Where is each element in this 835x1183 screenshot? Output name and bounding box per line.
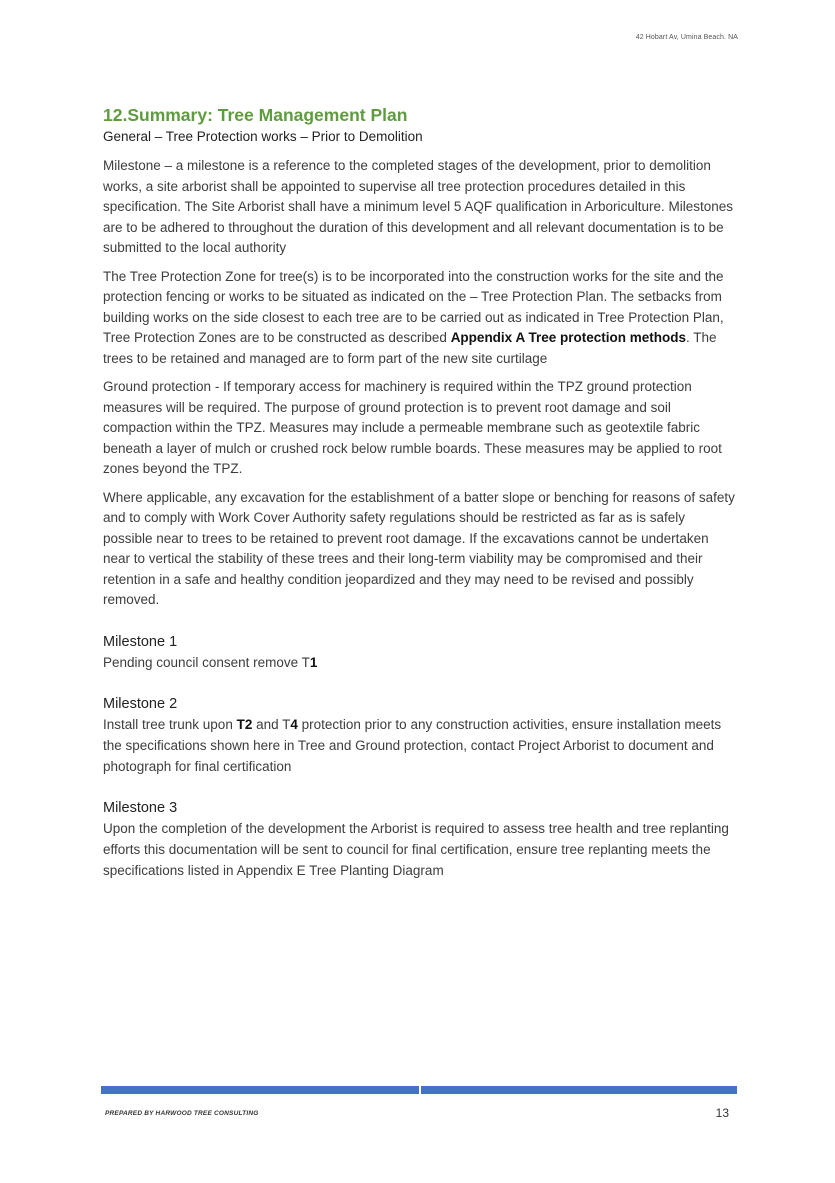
tpz-text-after: . The trees to be retained and managed are to form part of the new site curtilage bbox=[103, 330, 717, 366]
milestone-2-tree-t2: T2 bbox=[236, 716, 253, 732]
footer-prepared-by: PREPARED BY HARWOOD TREE CONSULTING bbox=[105, 1110, 259, 1117]
section-title: 12.Summary: Tree Management Plan bbox=[103, 105, 408, 125]
paragraph-excavation: Where applicable, any excavation for the establishment of a batter slope or benching for reasons of safety and to comply with Work Cover Authority safety regulations should be restricted as far as is safely possible near to trees to be retained to prevent root damage. If the excavations cannot be undertaken near to vertical the stability of these trees and their long-term viability may be compromised and their retention in a safe and healthy condition jeopardized and they may need to be revised and possibly removed. bbox=[103, 489, 735, 607]
milestone-1-text bbox=[103, 652, 737, 673]
milestone-3-text: Upon the completion of the development the Arborist is required to assess tree health and tree replanting efforts this documentation will be sent to council for final certification, ensure tree replanting meets the specifications listed in Appendix E Tree Planting Diagram bbox=[103, 820, 729, 878]
milestone-2-text-part2: and T bbox=[252, 716, 291, 732]
milestone-2-text-part3: protection prior to any construction activities, ensure installation meets the specifications shown here in Tree and Ground protection, contact Project Arborist to document and photograph for final certification bbox=[103, 716, 722, 774]
section-subtitle: General – Tree Protection works – Prior to Demolition bbox=[103, 129, 423, 144]
milestone-2-heading: Milestone 2 bbox=[103, 695, 178, 712]
paragraph-tpz bbox=[103, 267, 737, 370]
page-number: 13 bbox=[715, 1106, 729, 1120]
milestone-1-heading: Milestone 1 bbox=[103, 633, 178, 650]
milestone-3-heading: Milestone 3 bbox=[103, 799, 178, 816]
footer-bar-separator bbox=[419, 1086, 421, 1094]
milestone-2-text-part1: Install tree trunk upon bbox=[103, 716, 237, 732]
header-address: 42 Hobart Av, Umina Beach. NA bbox=[635, 34, 738, 41]
appendix-a-reference: Appendix A Tree protection methods bbox=[450, 330, 686, 345]
milestone-2-text bbox=[103, 714, 737, 777]
paragraph-ground-protection: Ground protection - If temporary access for machinery is required within the TPZ ground protection measures will be required. The purpose of ground protection is to prevent root damage and soil compaction within the TPZ. Measures may include a permeable membrane such as geotextile fabric beneath a layer of mulch or crushed rock below rumble boards. These measures may be applied to root zones beyond the TPZ. bbox=[103, 379, 722, 476]
milestone-1-text-main: Pending council consent remove T bbox=[103, 654, 310, 670]
milestone-2-tree-t4: 4 bbox=[290, 716, 298, 732]
tpz-text-before: The Tree Protection Zone for tree(s) is to be incorporated into the construction works for the site and the protection fencing or works to be situated as indicated on the – Tree Protection Plan. The setbacks from building works on the side closest to each tree are to be carried out as indicated in Tree Protection Plan, Tree Protection Zones are to be constructed as described bbox=[103, 268, 724, 345]
document-body bbox=[103, 104, 737, 881]
milestone-1-tree-id: 1 bbox=[309, 654, 318, 670]
paragraph-milestone-intro: Milestone – a milestone is a reference to the completed stages of the development, prior to demolition works, a site arborist shall be appointed to supervise all tree protection procedures detailed in this specification. The Site Arborist shall have a minimum level 5 AQF qualification in Arboriculture. Milestones are to be adhered to throughout the duration of this development and all relevant documentation is to be submitted to the local authority bbox=[103, 158, 734, 255]
